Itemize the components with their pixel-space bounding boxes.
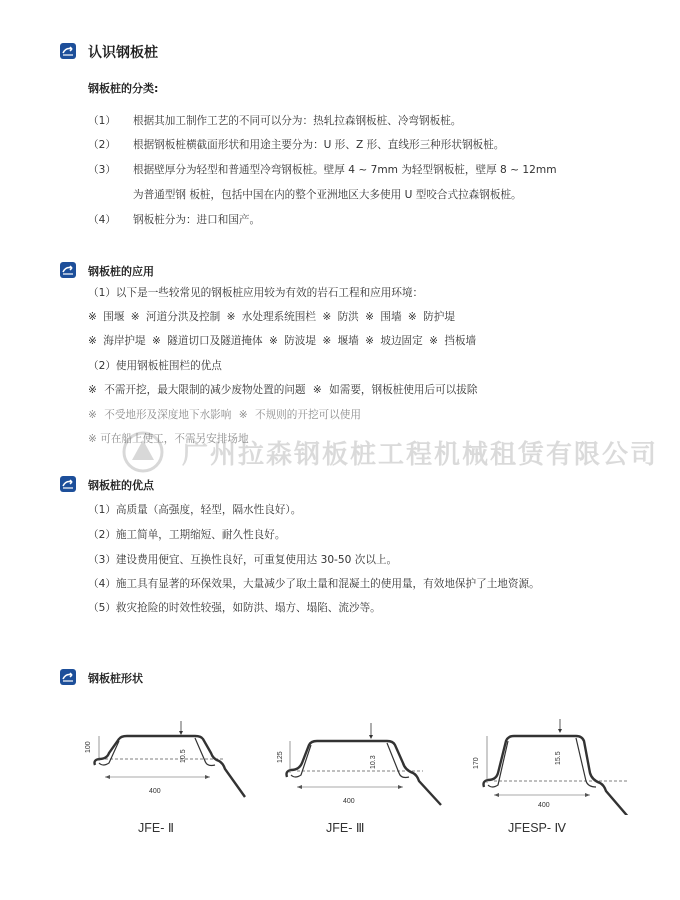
section-title-application: 钢板桩的应用 [88,265,154,278]
item-text: 钢板桩分为：进口和国产。 [133,214,261,226]
dim-height: 100 [85,741,92,753]
section-icon [60,262,76,278]
item-text: 根据其加工制作工艺的不同可以分为：热轧拉森钢板桩、冷弯钢板桩。 [133,115,462,127]
dim-height: 125 [277,751,284,763]
application-subtitle: （2）使用钢板桩围栏的优点 [88,360,222,372]
dim-thickness: 10.3 [370,755,377,769]
dim-thickness: 10.5 [180,749,187,763]
section-title-advantages: 钢板桩的优点 [88,479,154,492]
watermark-logo-icon [118,430,168,474]
diagram-caption: JFE- Ⅲ [326,821,365,835]
item-text-cont: 为普通型钢 板桩，包括中国在内的整个亚洲地区大多使用 U 型咬合式拉森钢板桩。 [133,189,522,201]
application-row: ※ 围堰 ※ 河道分洪及控制 ※ 水处理系统围栏 ※ 防洪 ※ 围墙 ※ 防护堤 [88,311,455,323]
advantage-item: （2）施工简单，工期缩短、耐久性良好。 [88,529,286,541]
pile-diagram-jfesp-4 [468,715,638,819]
watermark [118,430,659,474]
pile-diagram-jfe-3 [275,715,445,814]
subtitle-classification: 钢板桩的分类: [88,82,159,95]
item-num: （1） [88,115,116,127]
section-icon [60,476,76,492]
dim-width: 400 [343,798,355,805]
item-num: （2） [88,139,116,151]
section-icon [60,669,76,685]
advantage-item: （4）施工具有显著的环保效果，大量减少了取土量和混凝土的使用量，有效地保护了土地资源。 [88,578,540,590]
item-text: 根据钢板桩横截面形状和用途主要分为：U 形、Z 形、直线形三种形状钢板桩。 [133,139,505,151]
item-text: 根据壁厚分为轻型和普通型冷弯钢板桩。壁厚 4 ~ 7mm 为轻型钢板桩，壁厚 8 ~ 12mm [133,164,557,176]
advantage-note: ※ 不受地形及深度地下水影响 ※ 不规则的开挖可以使用 [88,409,361,421]
diagram-caption: JFE- Ⅱ [138,821,175,835]
advantage-item: （3）建设费用便宜、互换性良好，可重复使用达 30-50 次以上。 [88,554,398,566]
section-title-know: 认识钢板桩 [88,45,158,61]
application-row: ※ 海岸护堤 ※ 隧道切口及隧道掩体 ※ 防波堤 ※ 堰墙 ※ 坡边固定 ※ 挡板墙 [88,335,477,347]
application-intro: （1）以下是一些较常见的钢板桩应用较为有效的岩石工程和应用环境： [88,287,424,299]
dim-width: 400 [538,802,550,809]
advantage-item: （5）救灾抢险的时效性较强，如防洪、塌方、塌陷、流沙等。 [88,602,381,614]
dim-width: 400 [149,788,161,795]
advantage-item: （1）高质量（高强度，轻型，隔水性良好）。 [88,504,302,516]
advantage-note: ※ 可在船上使工，不需另安排场地 [88,433,249,445]
section-icon [60,43,76,59]
watermark-text: 广州拉森钢板桩工程机械租赁有限公司 [182,440,659,470]
item-num: （4） [88,214,116,226]
dim-thickness: 15.5 [555,751,562,765]
diagram-caption: JFESP- Ⅳ [508,821,567,835]
pile-diagram-jfe-2 [85,715,255,809]
advantage-note: ※ 不需开挖，最大限制的减少废物处置的问题 ※ 如需要，钢板桩使用后可以拔除 [88,384,478,396]
dim-height: 170 [473,757,480,769]
item-num: （3） [88,164,116,176]
section-title-shape: 钢板桩形状 [88,672,143,685]
